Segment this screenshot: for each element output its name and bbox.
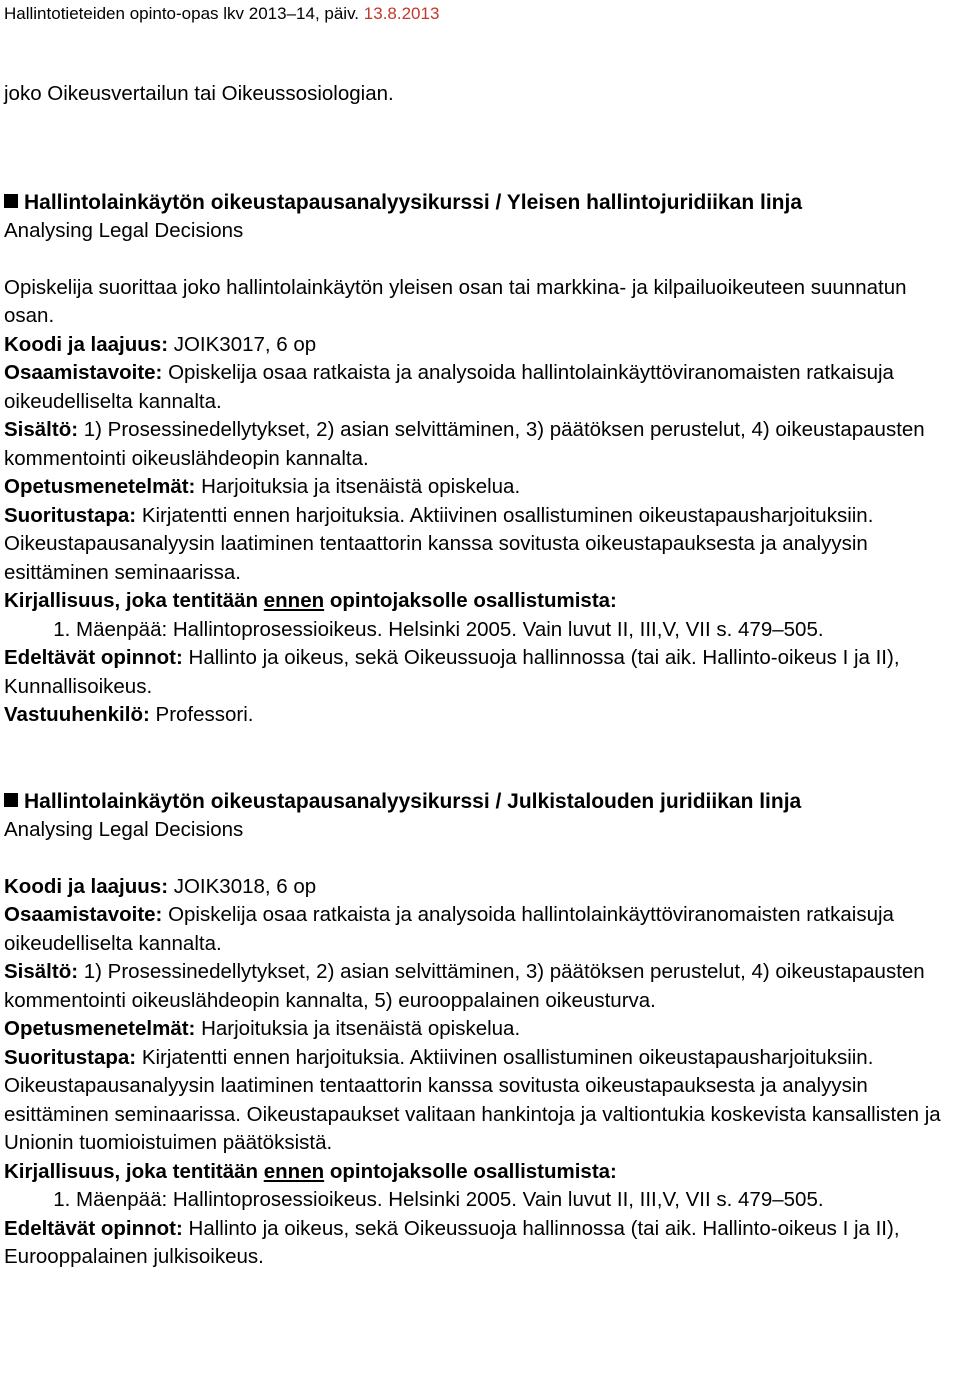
course-subtitle: Analysing Legal Decisions [4, 219, 244, 242]
methods-value: Harjoituksia ja itsenäistä opiskelua. [201, 1017, 521, 1040]
completion-label: Suoritustapa: [4, 1045, 137, 1069]
content-value: 1) Prosessinedellytykset, 2) asian selvittäminen, 3) päätöksen perustelut, 4) oikeustapausten kommentointi oikeuslähdeopin kannalta. [4, 418, 925, 470]
literature-label-underlined: ennen [263, 1159, 325, 1183]
literature-label-b: opintojaksolle osallistumista: [329, 589, 617, 612]
content-line [4, 416, 956, 473]
code-label: Koodi ja laajuus: [4, 874, 169, 898]
methods-value: Harjoituksia ja itsenäistä opiskelua. [201, 475, 521, 498]
completion-value: Kirjatentti ennen harjoituksia. Aktiivinen osallistuminen oikeustapausharjoituksiin. Oikeustapausanalyysin laatiminen tentaattorin kanssa sovitusta oikeustapauksesta ja analyysin esittäminen seminaarissa. [4, 503, 874, 584]
methods-label: Opetusmenetelmät: [4, 475, 196, 498]
prereq-label: Edeltävät opinnot: [4, 646, 183, 669]
code-line [4, 873, 956, 902]
literature-label-a: Kirjallisuus, joka tentitään [4, 1159, 259, 1183]
code-line [4, 331, 956, 360]
header-text: Hallintotieteiden opinto-opas lkv 2013–14, päiv. [4, 4, 360, 23]
prereq-line [4, 1215, 956, 1272]
literature-heading [4, 587, 956, 616]
literature-label-underlined: ennen [263, 589, 325, 612]
literature-item: 1. Mäenpää: Hallintoprosessioikeus. Helsinki 2005. Vain luvut II, III,V, VII s. 479–505. [76, 1186, 956, 1215]
completion-label: Suoritustapa: [4, 503, 137, 527]
responsible-value: Professori. [155, 703, 254, 726]
course-title [4, 189, 956, 218]
course-section-2 [4, 788, 956, 1272]
goal-label: Osaamistavoite: [4, 361, 163, 384]
literature-list [4, 616, 956, 645]
code-value: JOIK3017, 6 op [173, 332, 317, 356]
content-line [4, 958, 956, 1015]
responsible-label: Vastuuhenkilö: [4, 703, 150, 726]
literature-list [4, 1186, 956, 1215]
methods-label: Opetusmenetelmät: [4, 1017, 196, 1040]
goal-label: Osaamistavoite: [4, 903, 163, 926]
goal-line [4, 359, 956, 416]
square-bullet-icon [4, 793, 18, 807]
course-title-text: Hallintolainkäytön oikeustapausanalyysikurssi / Julkistalouden juridiikan linja [24, 789, 802, 813]
goal-value: Opiskelija osaa ratkaista ja analysoida hallintolainkäyttöviranomaisten ratkaisuja oikeudelliselta kannalta. [4, 361, 894, 413]
intro-line: joko Oikeusvertailun tai Oikeussosiologian. [4, 82, 394, 105]
prereq-line [4, 644, 956, 701]
goal-line [4, 901, 956, 958]
literature-label-b: opintojaksolle osallistumista: [329, 1159, 617, 1183]
square-bullet-icon [4, 194, 18, 208]
document-page [4, 0, 956, 1272]
course-section-1 [4, 189, 956, 730]
prereq-value: Hallinto ja oikeus, sekä Oikeussuoja hallinnossa (tai aik. Hallinto-oikeus I ja II), Eurooppalainen julkisoikeus. [4, 1216, 900, 1268]
header-date: 13.8.2013 [363, 4, 440, 23]
prereq-label: Edeltävät opinnot: [4, 1216, 183, 1240]
completion-value: Kirjatentti ennen harjoituksia. Aktiivinen osallistuminen oikeustapausharjoituksiin. Oikeustapausanalyysin laatiminen tentaattorin kanssa sovitusta oikeustapauksesta ja analyysin esittäminen seminaarissa. Oikeustapaukset valitaan hankintoja ja valtiontukia koskevista kansallisten ja Unionin tuomioistuimen päätöksistä. [4, 1045, 941, 1154]
literature-item: 1. Mäenpää: Hallintoprosessioikeus. Helsinki 2005. Vain luvut II, III,V, VII s. 479–505. [76, 616, 956, 645]
code-value: JOIK3018, 6 op [173, 874, 317, 898]
goal-value: Opiskelija osaa ratkaista ja analysoida hallintolainkäyttöviranomaisten ratkaisuja oikeudelliselta kannalta. [4, 903, 894, 955]
course-note: Opiskelija suorittaa joko hallintolainkäytön yleisen osan tai markkina- ja kilpailuoikeuteen suunnatun osan. [4, 275, 907, 327]
methods-line [4, 473, 956, 502]
content-label: Sisältö: [4, 418, 79, 441]
content-value: 1) Prosessinedellytykset, 2) asian selvittäminen, 3) päätöksen perustelut, 4) oikeustapausten kommentointi oikeuslähdeopin kannalta, 5) eurooppalainen oikeusturva. [4, 960, 925, 1012]
methods-line [4, 1015, 956, 1044]
literature-heading [4, 1158, 956, 1187]
course-title-text: Hallintolainkäytön oikeustapausanalyysikurssi / Yleisen hallintojuridiikan linja [24, 190, 803, 214]
code-label: Koodi ja laajuus: [4, 332, 169, 356]
completion-line [4, 502, 956, 588]
course-title [4, 788, 956, 817]
page-header [4, 0, 956, 28]
content-label: Sisältö: [4, 960, 79, 983]
responsible-line [4, 701, 956, 730]
course-subtitle: Analysing Legal Decisions [4, 818, 244, 841]
literature-label-a: Kirjallisuus, joka tentitään [4, 589, 259, 612]
prereq-value: Hallinto ja oikeus, sekä Oikeussuoja hallinnossa (tai aik. Hallinto-oikeus I ja II), Kunnallisoikeus. [4, 646, 900, 698]
completion-line [4, 1044, 956, 1158]
